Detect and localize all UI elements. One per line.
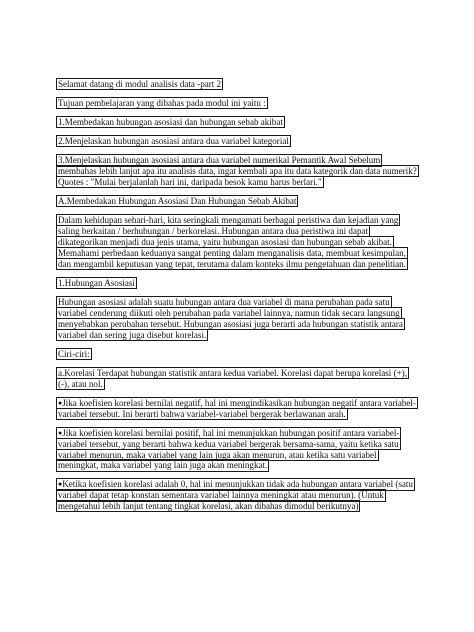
text-line-content: Hubungan asosiasi adalah suatu hubungan antara dua variabel di mana perubahan pada satu <box>58 296 390 307</box>
text-line-row <box>56 427 452 438</box>
text-line <box>56 135 291 147</box>
text-line-content: variabel cenderung diikuti oleh perubahan pada variabel lainnya, namun tidak secara langsung <box>58 307 400 318</box>
bullet-negative <box>56 397 452 419</box>
section-a-heading <box>56 195 452 206</box>
text-line-content: Selamat datang di modul analisis data -part 2 <box>58 79 222 89</box>
text-line <box>56 367 409 379</box>
text-line-row <box>56 176 452 187</box>
bullet-zero <box>56 478 452 511</box>
text-line-row <box>56 78 452 89</box>
text-line-content: Jika koefisien korelasi bernilai positif, hal ini menunjukkan hubungan positif antara variabel- <box>62 427 400 438</box>
text-line-row <box>56 236 452 247</box>
text-line-row <box>56 318 452 329</box>
text-line-content: Jika koefisien korelasi bernilai negatif, hal ini mengindikasikan hubungan negatif antara variabel- <box>62 397 416 408</box>
text-line-content: menyebabkan perubahan tersebut. Hubungan asosiasi juga berarti ada hubungan statistik antara <box>58 318 403 329</box>
text-line-row <box>56 277 452 288</box>
text-line-content: dan mengambil keputusan yang tepat, terutama dalam konteks ilmu pengetahuan dan penelitian. <box>58 258 406 269</box>
text-line <box>56 277 137 289</box>
text-line-row <box>56 247 452 258</box>
subsection-1-heading <box>56 277 452 288</box>
text-line <box>56 116 285 128</box>
text-line-content: Tujuan pembelajaran yang dibahas pada modul ini yaitu : <box>58 98 266 109</box>
text-line-content: variabel dapat tetap konstan sementara variabel lainnya meningkat atau menurun). (Untuk <box>58 490 384 501</box>
welcome-title <box>56 78 452 89</box>
text-line-content: 1.Hubungan Asosiasi <box>58 277 135 288</box>
text-line <box>56 459 269 471</box>
text-line-row <box>56 500 452 511</box>
text-line-content: variabel menurun, maka variabel yang lain juga akan menurun, atau ketika satu variabel <box>58 449 377 460</box>
text-line-content: 1.Membedakan hubungan asosiasi dan hubungan sebab akibat <box>58 117 283 128</box>
text-line-row <box>56 329 452 340</box>
text-line-content: meningkat, maka variabel yang lain juga akan meningkat. <box>58 460 268 471</box>
text-line-row <box>56 116 452 127</box>
text-line-content: Quotes : "Mulai berjalanlah hari ini, daripada besok kamu harus berlari." <box>58 177 322 188</box>
text-line-content: Dalam kehidupan sehari-hari, kita seringkali mengamati berbagai peristiwa dan kejadian yang <box>58 215 399 226</box>
text-line-row <box>56 97 452 108</box>
text-line-row <box>56 165 452 176</box>
objective-1 <box>56 116 452 127</box>
text-line-content: mengetahui lebih lanjut tentang tingkat korelasi, akan dibahas dimodul berikutnya) <box>58 501 359 512</box>
text-line-content: membahas lebih lanjut apa itu analisis data, ingat kembali apa itu data kategorik dan data numerik? <box>58 166 417 177</box>
text-line-content: (-), atau nol. <box>58 378 103 389</box>
text-line-content: dikategorikan menjadi dua jenis utama, yaitu hubungan asosiasi dan hubungan sebab akibat. <box>58 237 392 248</box>
text-line-row <box>56 258 452 269</box>
text-line-content: variabel tersebut, yang berarti bahwa kedua variabel bergerak bersama-sama, yaitu ketika satu <box>58 438 399 449</box>
text-line-content: saling berkaitan / berhubungan / berkorelasi. Hubungan antara dua peristiwa ini dapat <box>58 226 369 237</box>
bullet-icon: ● <box>58 428 63 437</box>
text-line-row <box>56 459 452 470</box>
text-line-row <box>56 214 452 225</box>
text-line-content: a.Korelasi Terdapat hubungan statistik antara kedua variabel. Korelasi dapat berupa korelasi (+), <box>58 367 407 378</box>
characteristics-heading <box>56 348 452 359</box>
text-line-row <box>56 438 452 449</box>
document-content <box>56 78 452 519</box>
text-line-row <box>56 408 452 419</box>
text-line-content: 2.Menjelaskan hubungan asosiasi antara dua variabel kategorial <box>58 136 289 147</box>
text-line-row <box>56 195 452 206</box>
text-line-row <box>56 478 452 489</box>
text-line <box>56 176 324 188</box>
text-line-content: Memahami perbedaan keduanya sangat penting dalam menganalisis data, membuat kesimpulan, <box>58 247 406 258</box>
text-line <box>56 258 408 270</box>
bullet-icon: ● <box>58 398 63 407</box>
text-line <box>56 195 298 207</box>
text-line-row <box>56 378 452 389</box>
text-line-row <box>56 489 452 500</box>
objective-3 <box>56 154 452 187</box>
text-line-content: Ketika koefisien korelasi adalah 0, hal ini menunjukkan tidak ada hubungan antara variabel (satu <box>62 479 413 490</box>
text-line <box>56 500 360 512</box>
text-line-row <box>56 225 452 236</box>
text-line-row <box>56 135 452 146</box>
text-line <box>56 378 105 390</box>
text-line-row <box>56 449 452 460</box>
bullet-positive <box>56 427 452 471</box>
text-line <box>56 329 208 341</box>
text-line-content: variabel tersebut. Ini berarti bahwa variabel-variabel bergerak berlawanan arah. <box>58 408 346 419</box>
text-line <box>56 348 92 360</box>
text-line-content: A.Membedakan Hubungan Asosiasi Dan Hubungan Sebab Akibat <box>58 196 297 207</box>
text-line <box>56 408 348 420</box>
text-line-row <box>56 348 452 359</box>
characteristic-a <box>56 367 452 389</box>
text-line-content: Ciri-ciri: <box>58 348 90 359</box>
intro-paragraph <box>56 214 452 268</box>
association-definition <box>56 296 452 340</box>
objective-2 <box>56 135 452 146</box>
learning-objectives-heading <box>56 97 452 108</box>
text-line-content: 3.Menjelaskan hubungan asosiasi antara dua variabel numerikal Pemantik Awal Sebelum <box>58 155 381 166</box>
text-line-content: variabel dan sering juga disebut korelasi. <box>58 329 207 340</box>
text-line <box>56 78 223 90</box>
text-line <box>56 97 268 109</box>
text-line-row <box>56 307 452 318</box>
text-line-row <box>56 397 452 408</box>
text-line-row <box>56 367 452 378</box>
text-line-row <box>56 296 452 307</box>
bullet-icon: ● <box>58 480 63 489</box>
text-line-row <box>56 154 452 165</box>
